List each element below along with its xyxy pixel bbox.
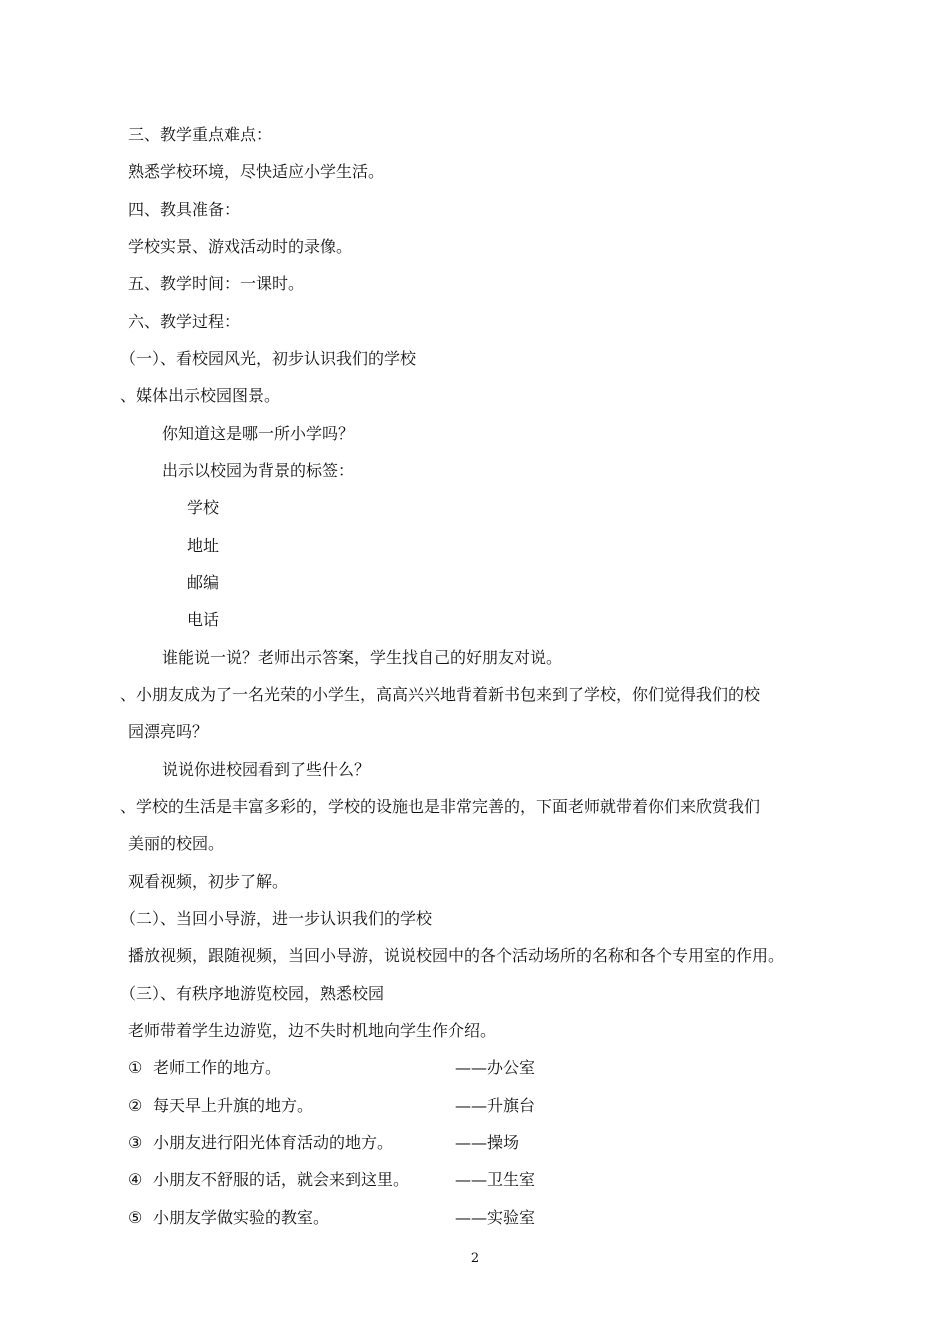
section-heading-materials: 四、教具准备： bbox=[128, 200, 241, 219]
item-number: ④ bbox=[128, 1170, 143, 1189]
paragraph: 、媒体出示校园图景。 bbox=[120, 386, 281, 405]
paragraph: 谁能说一说？老师出示答案，学生找自己的好朋友对说。 bbox=[162, 648, 563, 667]
subsection-heading-1: （一）、看校园风光，初步认识我们的学校 bbox=[120, 349, 417, 368]
item-number: ② bbox=[128, 1096, 143, 1115]
paragraph: 、小朋友成为了一名光荣的小学生，高高兴兴地背着新书包来到了学校，你们觉得我们的校 bbox=[120, 685, 761, 704]
subsection-heading-3: （三）、有秩序地游览校园，熟悉校园 bbox=[120, 984, 385, 1003]
label-item: 学校 bbox=[187, 498, 220, 517]
paragraph: 观看视频，初步了解。 bbox=[128, 872, 289, 891]
section-heading-key-points: 三、教学重点难点： bbox=[128, 125, 273, 144]
item-answer: ——操场 bbox=[455, 1133, 520, 1152]
paragraph: 熟悉学校环境，尽快适应小学生活。 bbox=[128, 162, 385, 181]
item-text: 小朋友不舒服的话，就会来到这里。 bbox=[153, 1170, 410, 1189]
item-text: 小朋友学做实验的教室。 bbox=[153, 1208, 330, 1227]
page-number: 2 bbox=[470, 1251, 480, 1266]
paragraph: 学校实景、游戏活动时的录像。 bbox=[128, 237, 353, 256]
item-text: 每天早上升旗的地方。 bbox=[153, 1096, 314, 1115]
item-number: ① bbox=[128, 1058, 143, 1077]
item-answer: ——办公室 bbox=[455, 1058, 536, 1077]
item-answer: ——升旗台 bbox=[455, 1096, 536, 1115]
paragraph: 播放视频，跟随视频，当回小导游，说说校园中的各个活动场所的名称和各个专用室的作用。 bbox=[128, 946, 785, 965]
paragraph: 说说你进校园看到了些什么？ bbox=[162, 760, 371, 779]
subsection-heading-2: （二）、当回小导游，进一步认识我们的学校 bbox=[120, 909, 433, 928]
paragraph: 老师带着学生边游览，边不失时机地向学生作介绍。 bbox=[128, 1021, 497, 1040]
item-answer: ——实验室 bbox=[455, 1208, 536, 1227]
item-answer: ——卫生室 bbox=[455, 1170, 536, 1189]
item-text: 小朋友进行阳光体育活动的地方。 bbox=[153, 1133, 394, 1152]
paragraph: 美丽的校园。 bbox=[128, 834, 225, 853]
label-item: 地址 bbox=[187, 536, 220, 555]
item-text: 老师工作的地方。 bbox=[153, 1058, 282, 1077]
item-number: ⑤ bbox=[128, 1208, 143, 1227]
section-heading-process: 六、教学过程： bbox=[128, 312, 241, 331]
paragraph: 你知道这是哪一所小学吗？ bbox=[162, 424, 355, 443]
item-number: ③ bbox=[128, 1133, 143, 1152]
paragraph: 园漂亮吗？ bbox=[128, 722, 209, 741]
paragraph: 出示以校园为背景的标签： bbox=[162, 461, 355, 480]
paragraph: 、学校的生活是丰富多彩的，学校的设施也是非常完善的，下面老师就带着你们来欣赏我们 bbox=[120, 797, 761, 816]
section-heading-time: 五、教学时间：一课时。 bbox=[128, 274, 305, 293]
label-item: 电话 bbox=[187, 610, 220, 629]
label-item: 邮编 bbox=[187, 573, 220, 592]
